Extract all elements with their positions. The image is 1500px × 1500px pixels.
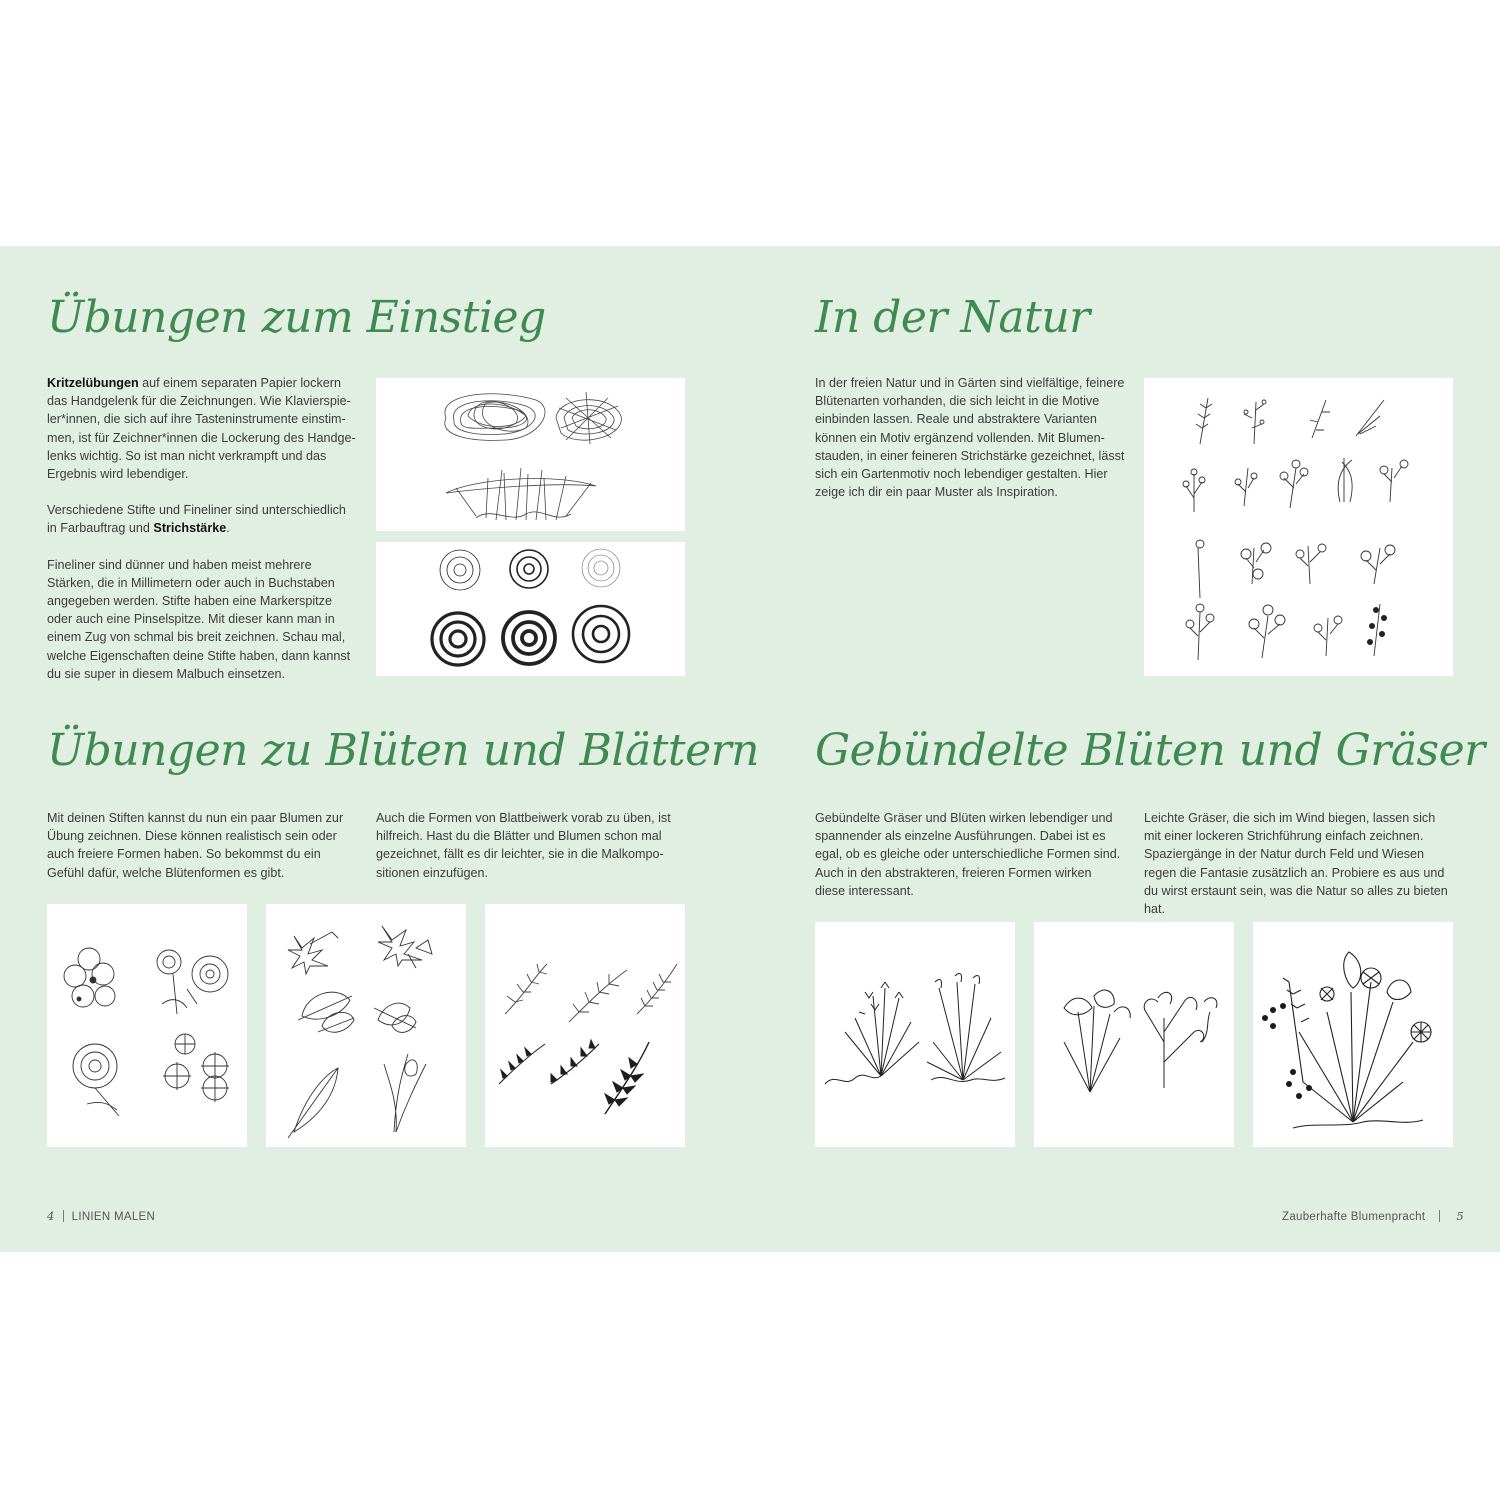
blossom-text [47,809,352,900]
meadow-bundle-illustration [1253,922,1453,1147]
wildflowers-panel [1144,378,1453,676]
natur-paragraph: In der freien Natur und in Gärten sind vielfältige, feinere Blütenarten vorhanden, die sich leicht in die Motive einbinden lassen. Reale und abstraktere Varianten können ein Motiv ergänzend vollenden. Mit Blumenstauden, in einer feineren Strichstärke gezeichnet, lässt sich ein Gartenmotiv noch lebendiger gestalten. Hier zeige ich dir ein paar Muster als Inspiration. [815,376,1125,500]
title-in-der-natur: In der Natur [815,292,1090,343]
page-number-right: 5 [1456,1209,1464,1223]
footer-label-right: Zauberhafte Blumenpracht [1282,1211,1426,1223]
blossom-col1: Mit deinen Stiften kannst du nun ein paar Blumen zur Übung zeichnen. Diese können realistisch sein oder auch freiere Formen haben. So bekommst du ein Gefühl dafür, welche Blütenformen es gibt. [47,811,344,880]
p2-end: . [226,521,230,536]
footer-left [47,1209,155,1223]
spirals-panel [376,542,685,676]
title-uebungen-einstieg: Übungen zum Einstieg [47,292,546,343]
footer-divider-right [1439,1210,1440,1222]
p2-text: Verschiedene Stifte und Fineliner sind unterschiedlich in Farbauftrag und [47,503,346,536]
bundle-text [815,809,1125,918]
footer-divider-left [63,1210,64,1222]
grass-bundle-illustration [815,922,1015,1147]
scribble-panel [376,378,685,531]
grass-text [1144,809,1454,936]
lily-bundle-panel [1034,922,1234,1147]
footer-right [1282,1209,1464,1223]
flowers-illustration [47,904,247,1147]
bold-strichstaerke: Strichstärke [153,521,227,536]
p3-text: Fineliner sind dünner und haben meist mehrere Stärken, die in Millimetern oder auch in Buchstaben angegeben werden. Stifte haben eine Markerspitze oder auch eine Pinselspitze. Mit dieser kann man in einem Zug von schmal bis breit zeichnen. Schau mal, welche Eigenschaften deine Stifte haben, dann kannst du sie super in diesem Malbuch einsetzen. [47,557,351,681]
leaf-text [376,809,681,900]
scribble-illustration [376,378,685,531]
bold-kritzeluebungen: Kritzelübungen [47,376,139,390]
grass-bundle-panel [815,922,1015,1147]
wildflowers-illustration [1144,378,1453,676]
ferns-panel [485,904,685,1147]
title-gebuendelte-blueten: Gebündelte Blüten und Gräser [815,725,1485,776]
spirals-illustration [376,542,685,676]
grass-col2: Leichte Gräser, die sich im Wind biegen, lassen sich mit einer lockeren Strichführung einfach zeichnen. Spaziergänge in der Natur durch Feld und Wiesen regen die Fantasie zusätzlich an. Probiere es aus und du wirst erstaunt sein, was die Natur so alles zu bieten hat. [1144,811,1448,917]
intro-text [47,374,359,701]
leaf-col2: Auch die Formen von Blattbeiwerk vorab zu üben, ist hilfreich. Hast du die Blätter und Blumen schon mal gezeichnet, fällt es dir leichter, sie in die Malkompositionen einzufügen. [376,811,671,880]
leaves-illustration [266,904,466,1147]
bundle-col1: Gebündelte Gräser und Blüten wirken lebendiger und spannender als einzelne Ausführungen. Dabei ist es egal, ob es gleiche oder unterschiedliche Formen sind. Auch in den abstrakteren, freieren Formen wirken diese interessant. [815,811,1121,898]
ferns-illustration [485,904,685,1147]
lily-bundle-illustration [1034,922,1234,1147]
footer-label-left: LINIEN MALEN [71,1211,156,1223]
p1-text: auf einem separaten Papier lockern das Handgelenk für die Zeichnungen. Wie Klavierspieler*innen, die sich auf ihre Tasteninstrumente einstimmen, ist für Zeichner*innen die Lockerung des Handgelenks wichtig. So ist man nicht verkrampft und das Ergebnis wird lebendiger. [47,376,356,482]
title-bluten-blaettern: Übungen zu Blüten und Blättern [47,725,759,776]
natur-text [815,374,1125,519]
leaves-panel [266,904,466,1147]
flowers-panel [47,904,247,1147]
meadow-bundle-panel [1253,922,1453,1147]
page-number-left: 4 [47,1209,55,1223]
